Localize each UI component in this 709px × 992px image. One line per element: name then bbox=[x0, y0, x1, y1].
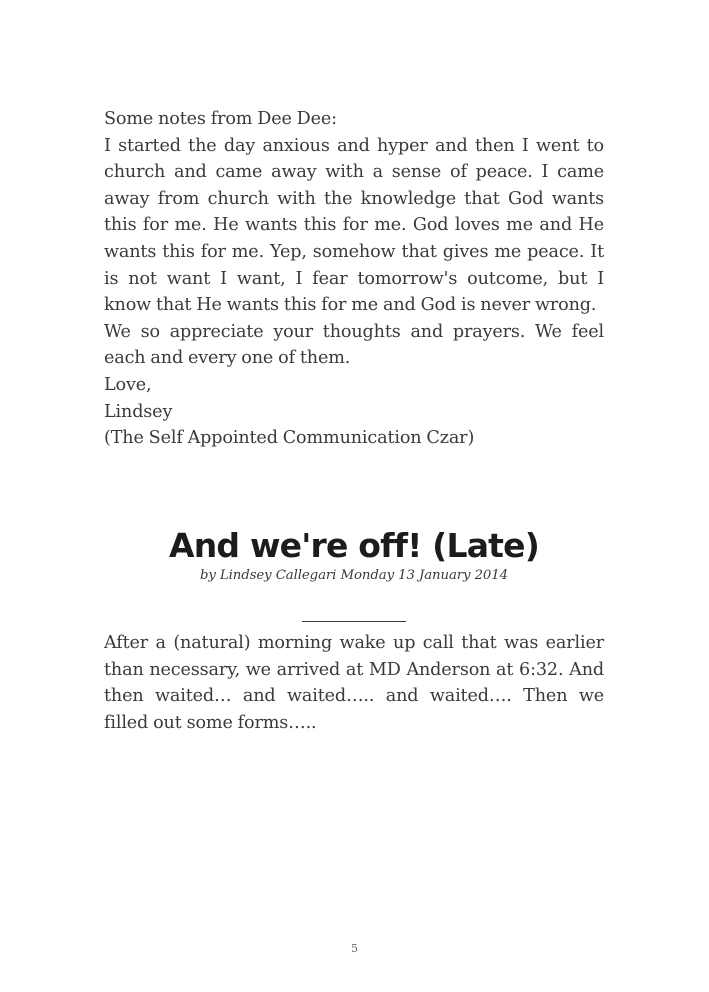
post-body-section bbox=[104, 630, 604, 736]
notes-author-role: (The Self Appointed Communication Czar) bbox=[104, 428, 475, 449]
page-number: 5 bbox=[351, 942, 358, 955]
notes-author: Lindsey bbox=[104, 401, 173, 422]
title-separator bbox=[302, 621, 406, 622]
post-title: And we're off! (Late) bbox=[169, 526, 539, 565]
post-body: After a (natural) morning wake up call that was earlier than necessary, we arrived at MD Anderson at 6:32. And then waited… and waited….. and waited…. Then we filled out some forms….. bbox=[104, 633, 604, 733]
post-header bbox=[104, 524, 604, 584]
notes-paragraph: I started the day anxious and hyper and then I went to church and came away with a sense of peace. I came away from church with the knowledge that God wants this for me. He wants this for me. God loves me and He wants this for me. Yep, somehow that gives me peace. It is not want I want, I fear tomorrow's outcome, but I know that He wants this for me and God is never wrong. bbox=[104, 135, 604, 316]
notes-heading: Some notes from Dee Dee: bbox=[104, 109, 337, 129]
notes-section bbox=[104, 106, 604, 452]
notes-thanks: We so appreciate your thoughts and prayers. We feel each and every one of them. bbox=[104, 321, 604, 369]
post-byline: by Lindsey Callegari Monday 13 January 2014 bbox=[199, 568, 509, 583]
notes-signoff: Love, bbox=[104, 374, 152, 395]
